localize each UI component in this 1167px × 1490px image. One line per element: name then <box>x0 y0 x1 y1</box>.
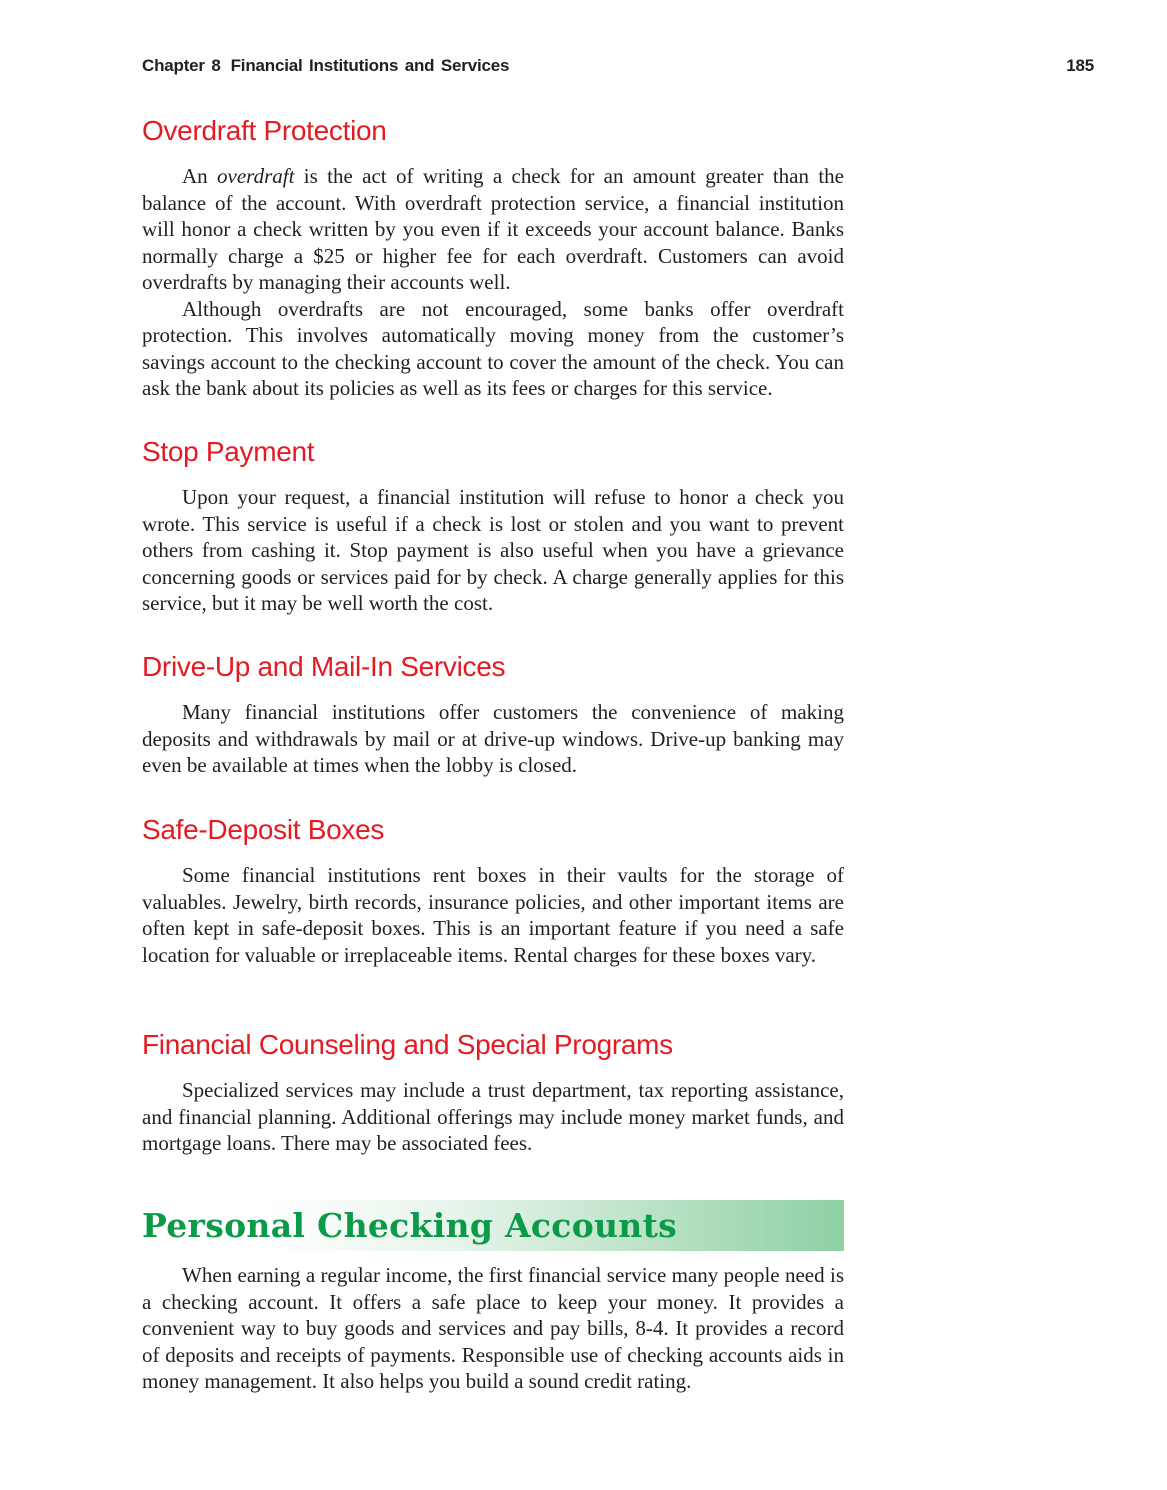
chapter-label: Chapter 8 <box>142 56 221 75</box>
text: is the act of writing a check for an amount greater than the balance of the account. With overdraft protection service, a financial institution will honor a check written by you even if it exceeds your account balance. Banks normally charge a $25 or higher fee for each overdraft. Customers can avoid overdrafts by managing their accounts well. <box>142 164 845 294</box>
emphasized-term: overdraft <box>217 164 295 188</box>
section-heading: Financial Counseling and Special Programs <box>142 1029 673 1060</box>
section-heading: Safe-Deposit Boxes <box>142 814 385 845</box>
text: An <box>182 164 218 188</box>
section-heading: Overdraft Protection <box>142 115 387 146</box>
page-number: 185 <box>1066 56 1094 75</box>
section-heading: Stop Payment <box>142 436 315 467</box>
section-stop-payment <box>142 435 844 617</box>
chapter-name: Financial Institutions and Services <box>230 56 510 75</box>
paragraph: Some financial institutions rent boxes in their vaults for the storage of valuables. Jewelry, birth records, insurance policies, and other important items are often kept in safe-deposit boxes. This is an important feature if you need a safe location for valuable or irreplaceable items. Rental charges for these boxes vary. <box>142 863 844 967</box>
paragraph: Although overdrafts are not encouraged, some banks offer overdraft protection. This involves automatically moving money from the customer’s savings account to the checking account to cover the amount of the check. You can ask the bank about its policies as well as its fees or charges for this service. <box>142 296 844 400</box>
section-heading: Drive-Up and Mail-In Services <box>142 651 506 682</box>
paragraph <box>142 163 844 296</box>
major-section-banner <box>142 1200 844 1251</box>
paragraph: Specialized services may include a trust department, tax reporting assistance, and financial planning. Additional offerings may include money market funds, and mortgage loans. There may be associated fees. <box>142 1078 844 1155</box>
chapter-title <box>142 56 509 76</box>
section-overdraft-protection <box>142 114 844 402</box>
major-section-heading: Personal Checking Accounts <box>142 1206 678 1245</box>
section-financial-counseling <box>142 1028 844 1157</box>
paragraph: Many financial institutions offer customers the convenience of making deposits and withdrawals by mail or at drive-up windows. Drive-up banking may even be available at times when the lobby is closed. <box>142 700 844 777</box>
running-head <box>142 56 1094 76</box>
section-drive-up-mail-in <box>142 650 844 779</box>
section-personal-checking-accounts <box>142 1262 844 1395</box>
paragraph: Upon your request, a financial institution will refuse to honor a check you wrote. This service is useful if a check is lost or stolen and you want to prevent others from cashing it. Stop payment is also useful when you have a grievance concerning goods or services paid for by check. A charge generally applies for this service, but it may be well worth the cost. <box>142 485 844 615</box>
paragraph: When earning a regular income, the first financial service many people need is a checking account. It offers a safe place to keep your money. It provides a convenient way to buy goods and services and pay bills, 8-4. It provides a record of deposits and receipts of payments. Responsible use of checking accounts aids in money management. It also helps you build a sound credit rating. <box>142 1263 844 1393</box>
section-safe-deposit-boxes <box>142 813 844 968</box>
